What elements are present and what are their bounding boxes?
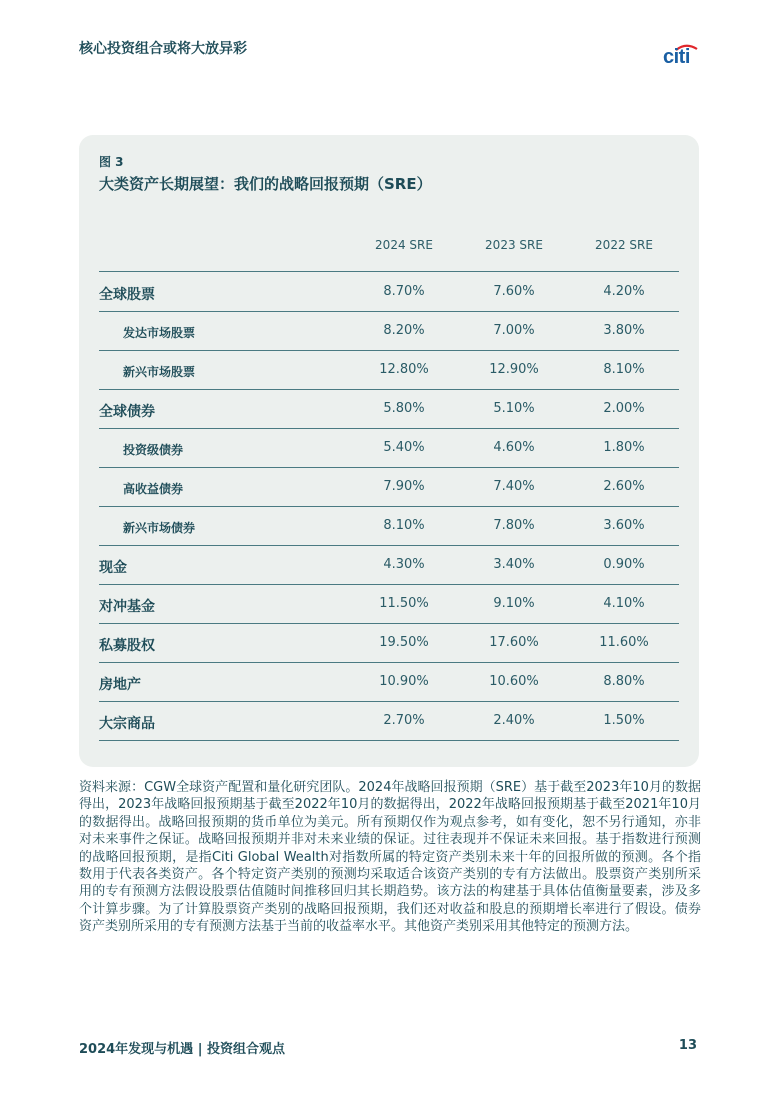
cell-2024: 12.80% [379, 362, 429, 377]
cell-2022: 2.60% [603, 479, 645, 494]
source-note: 资料来源：CGW全球资产配置和量化研究团队。2024年战略回报预期（SRE）基于截至2023年10月的数据得出，2023年战略回报预期基于截至2022年10月的数据得出，2022年战略回报预期基于截至2021年10月的数据得出。战略回报预期的货币单位为美元。所有预期仅作为观点参考，如有变化，恕不另行通知，亦非对未来事件之保证。战略回报预期并非对未来业绩的保证。过往表现并不保证未来回报。基于指数进行预测的战略回报预期，是指Citi Global Wealth对指数所属的特定资产类别未来十年的回报所做的预测。各个指数用于代表各类资产。各个特定资产类别的预测均采取适合该资产类别的专有方法做出。股票资产类别所采用的专有预测方法假设股票估值随时间推移回归其长期趋势。该方法的构建基于具体估值衡量要素，涉及多个计算步骤。为了计算股票资产类别的战略回报预期，我们还对收益和股息的预期增长率进行了假设。债券资产类别所采用的专有预测方法基于当前的收益率水平。其他资产类别采用其他特定的预测方法。 [79, 780, 701, 935]
cell-2024: 4.30% [383, 557, 425, 572]
cell-2022: 3.60% [603, 518, 645, 533]
figure-title: 大类资产长期展望：我们的战略回报预期（SRE） [99, 175, 432, 193]
table-row [99, 545, 679, 585]
row-label: 房地产 [99, 677, 141, 693]
cell-2023: 3.40% [493, 557, 535, 572]
row-label: 发达市场股票 [123, 326, 196, 340]
cell-2024: 8.70% [383, 284, 425, 299]
table-row [99, 389, 679, 429]
cell-2023: 17.60% [489, 635, 539, 650]
cell-2024: 2.70% [383, 713, 425, 728]
cell-2024: 10.90% [379, 674, 429, 689]
citi-logo [662, 41, 702, 68]
column-header-2023: 2023 SRE [485, 238, 543, 252]
figure-panel [79, 135, 699, 767]
cell-2022: 4.20% [603, 284, 645, 299]
page-header-title: 核心投资组合或将大放异彩 [79, 41, 247, 57]
figure-label: 图 3 [99, 155, 124, 169]
cell-2023: 4.60% [493, 440, 535, 455]
row-label: 新兴市场股票 [123, 365, 196, 379]
row-label: 投资级债券 [123, 443, 184, 457]
table-row [99, 662, 679, 702]
row-label: 全球股票 [99, 287, 155, 303]
row-label: 全球债券 [99, 404, 155, 420]
cell-2022: 8.10% [603, 362, 645, 377]
footer-publication-title: 2024年发现与机遇 | 投资组合观点 [79, 1042, 285, 1057]
cell-2024: 8.20% [383, 323, 425, 338]
table-row [99, 428, 679, 468]
row-label: 大宗商品 [99, 716, 155, 732]
row-label: 新兴市场债券 [123, 521, 196, 535]
table-row [99, 467, 679, 507]
row-label: 现金 [99, 560, 127, 576]
column-header-2024: 2024 SRE [375, 238, 433, 252]
cell-2023: 9.10% [493, 596, 535, 611]
row-label: 对冲基金 [99, 599, 155, 615]
cell-2022: 3.80% [603, 323, 645, 338]
cell-2024: 11.50% [379, 596, 429, 611]
cell-2024: 5.80% [383, 401, 425, 416]
cell-2022: 1.80% [603, 440, 645, 455]
row-label: 私募股权 [99, 638, 155, 654]
cell-2023: 7.60% [493, 284, 535, 299]
table-row [99, 506, 679, 546]
cell-2023: 7.00% [493, 323, 535, 338]
table-header-row [99, 235, 679, 272]
table-row [99, 701, 679, 741]
row-label: 高收益债券 [123, 482, 184, 496]
cell-2023: 2.40% [493, 713, 535, 728]
cell-2022: 2.00% [603, 401, 645, 416]
cell-2022: 4.10% [603, 596, 645, 611]
table-row [99, 311, 679, 351]
table-row [99, 272, 679, 312]
cell-2022: 1.50% [603, 713, 645, 728]
cell-2023: 7.80% [493, 518, 535, 533]
cell-2022: 11.60% [599, 635, 649, 650]
table-row [99, 623, 679, 663]
cell-2024: 19.50% [379, 635, 429, 650]
cell-2024: 8.10% [383, 518, 425, 533]
cell-2023: 7.40% [493, 479, 535, 494]
cell-2023: 5.10% [493, 401, 535, 416]
cell-2023: 12.90% [489, 362, 539, 377]
column-header-2022: 2022 SRE [595, 238, 653, 252]
cell-2022: 0.90% [603, 557, 645, 572]
cell-2024: 7.90% [383, 479, 425, 494]
cell-2022: 8.80% [603, 674, 645, 689]
page-number: 13 [678, 1038, 697, 1053]
table-row [99, 584, 679, 624]
cell-2024: 5.40% [383, 440, 425, 455]
cell-2023: 10.60% [489, 674, 539, 689]
table-row [99, 350, 679, 390]
citi-logo-text: citi [663, 46, 690, 68]
